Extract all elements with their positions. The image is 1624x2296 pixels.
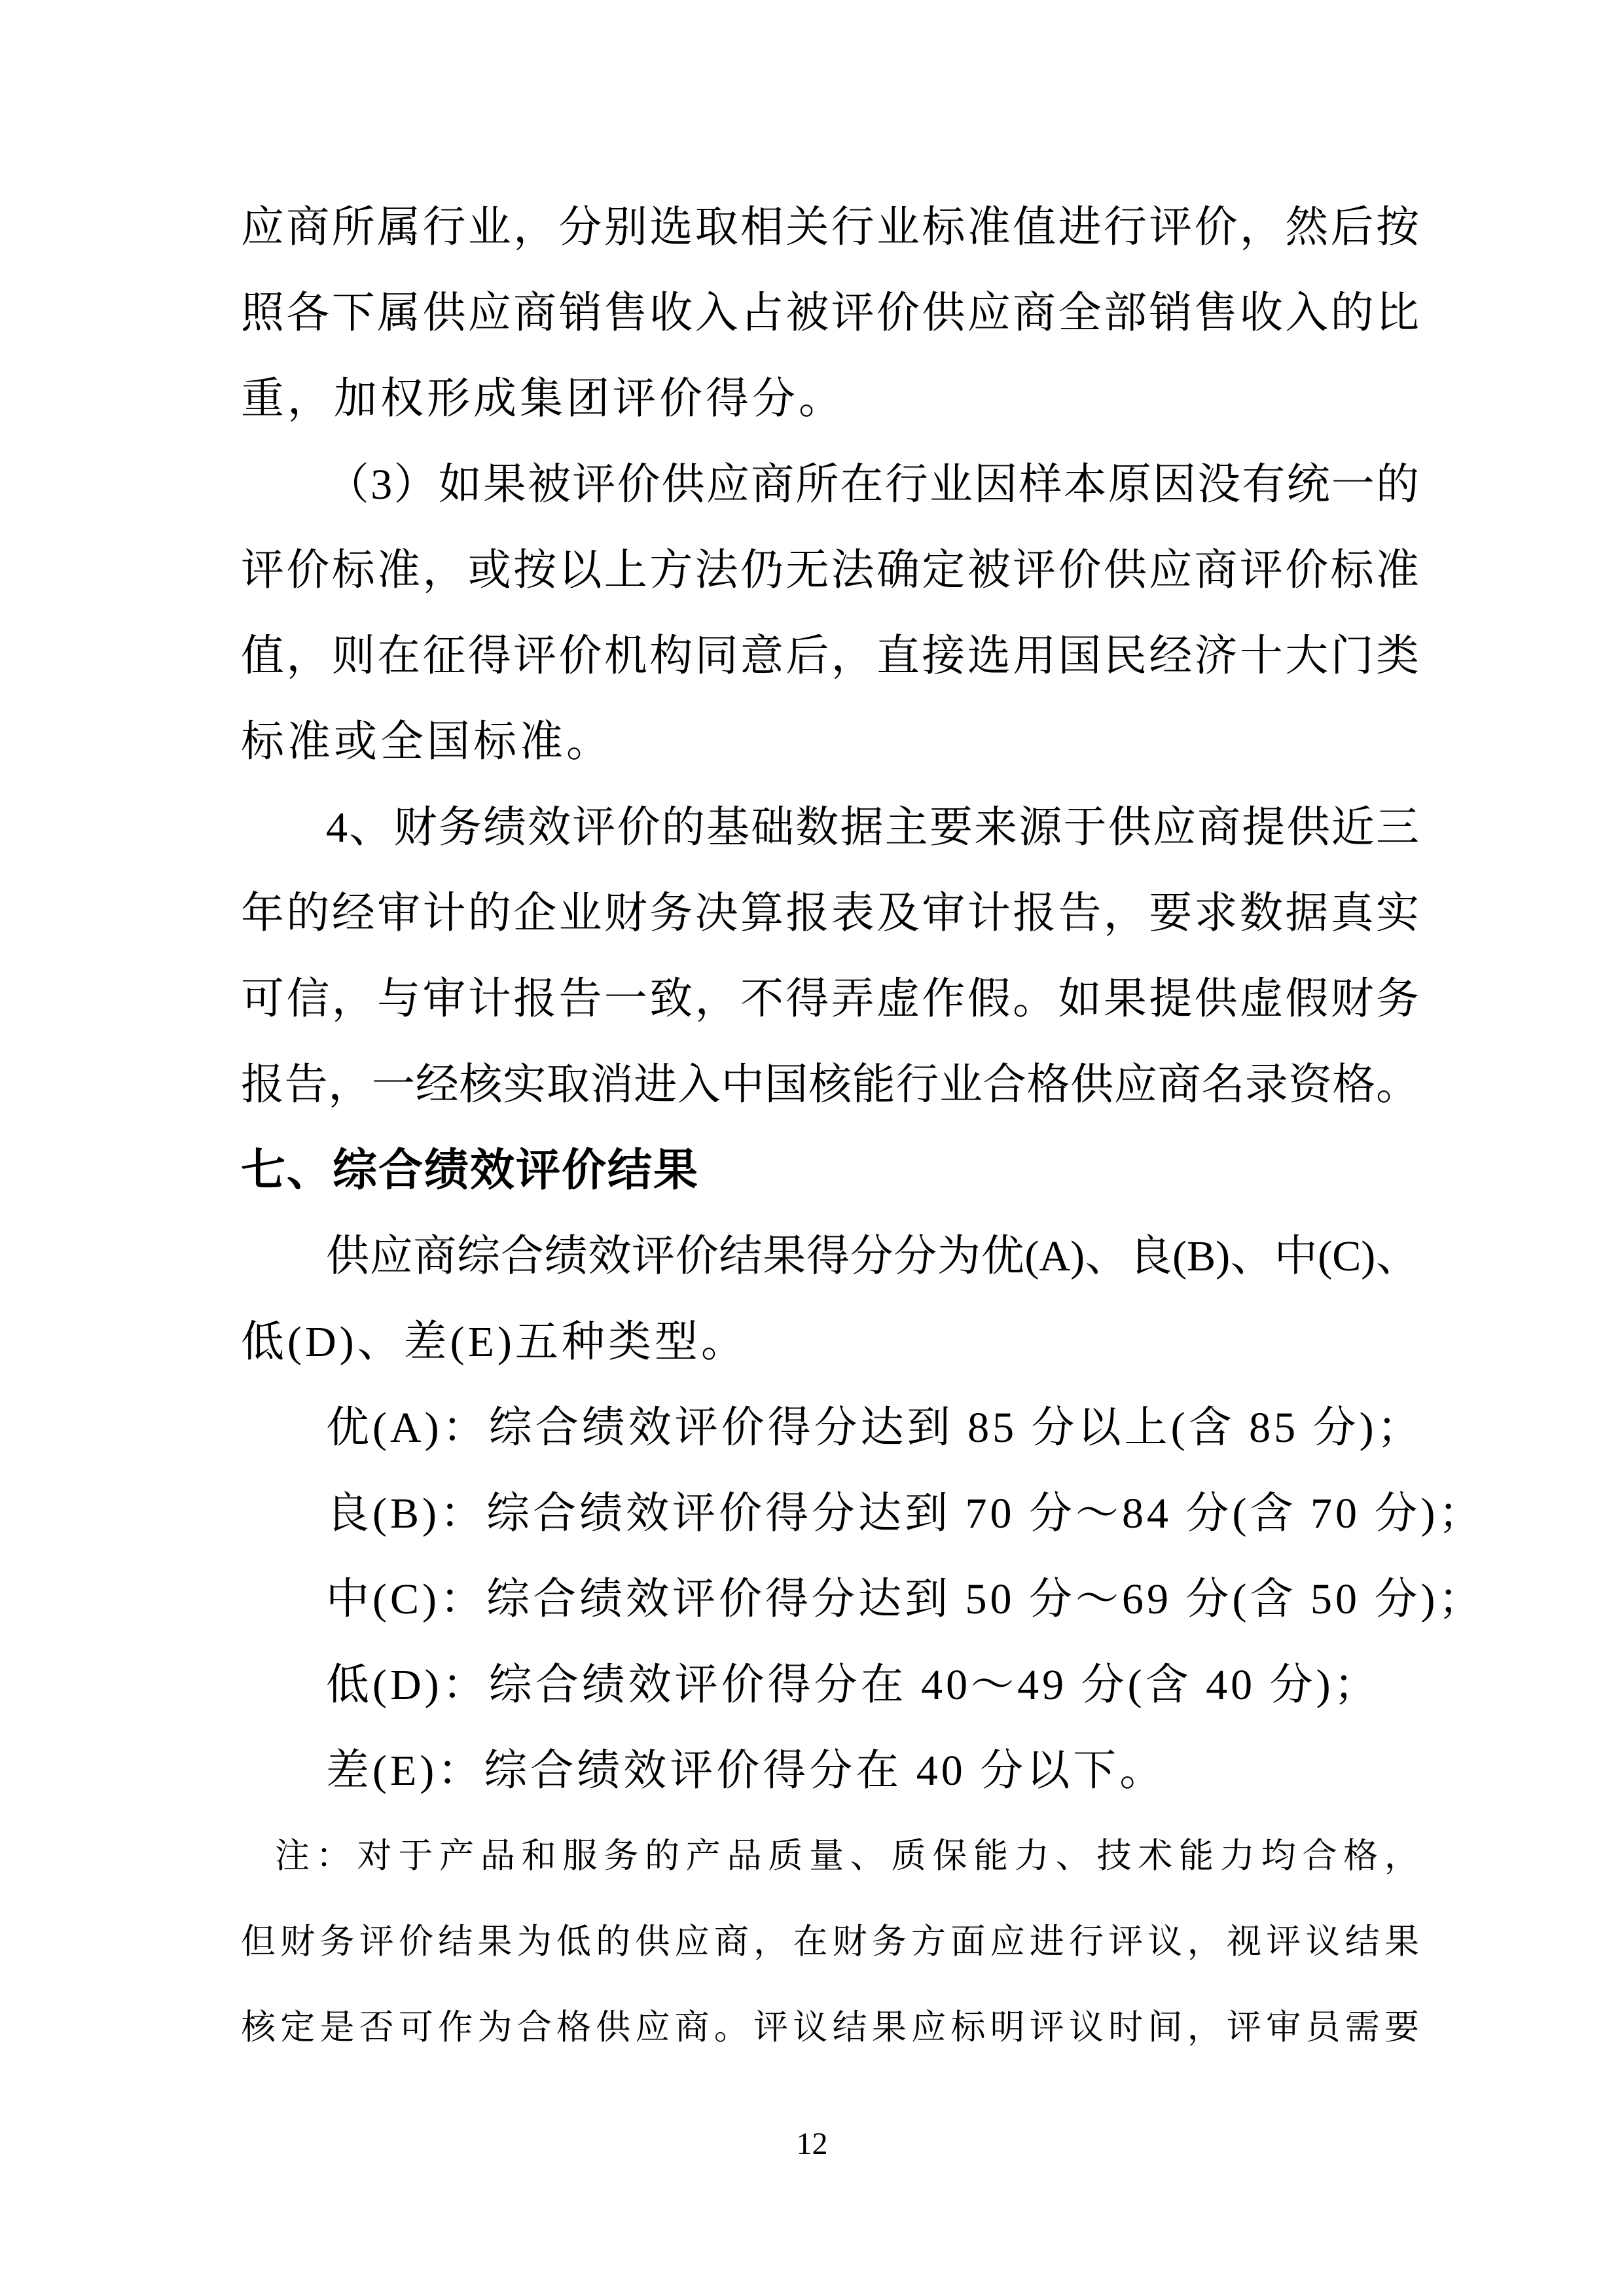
body-line: 可信，与审计报告一致，不得弄虚作假。如果提供虚假财务 xyxy=(241,975,1419,1023)
page-body xyxy=(241,185,1485,2071)
body-line: 报告，一经核实取消进入中国核能行业合格供应商名录资格。 xyxy=(241,1061,1419,1109)
body-line: 低(D)、差(E)五种类型。 xyxy=(241,1318,748,1366)
body-line: （3）如果被评价供应商所在行业因样本原因没有统一的 xyxy=(326,461,1419,509)
body-line: 评价标准，或按以上方法仍无法确定被评价供应商评价标准 xyxy=(241,547,1419,594)
grade-line-e: 差(E)：综合绩效评价得分在 40 分以下。 xyxy=(326,1747,1166,1795)
body-line: 4、财务绩效评价的基础数据主要来源于供应商提供近三 xyxy=(326,804,1419,852)
page-number: 12 xyxy=(796,2126,828,2161)
grade-line-d: 低(D)：综合绩效评价得分在 40～49 分(含 40 分)； xyxy=(326,1661,1380,1709)
grade-line-c: 中(C)：综合绩效评价得分达到 50 分～69 分(含 50 分)； xyxy=(326,1575,1485,1623)
body-line: 年的经审计的企业财务决算报表及审计报告，要求数据真实 xyxy=(241,889,1419,937)
grade-line-b: 良(B)：综合绩效评价得分达到 70 分～84 分(含 70 分)； xyxy=(326,1490,1485,1537)
body-line: 重，加权形成集团评价得分。 xyxy=(241,375,845,423)
note-line: 注：对于产品和服务的产品质量、质保能力、技术能力均合格， xyxy=(275,1837,1419,1875)
section-heading: 七、综合绩效评价结果 xyxy=(241,1145,700,1195)
body-line: 供应商综合绩效评价结果得分分为优(A)、良(B)、中(C)、 xyxy=(326,1232,1419,1280)
grade-line-a: 优(A)：综合绩效评价得分达到 85 分以上(含 85 分)； xyxy=(326,1404,1424,1452)
note-line: 核定是否可作为合格供应商。评议结果应标明评议时间，评审员需要 xyxy=(241,2009,1419,2047)
body-line: 值，则在征得评价机构同意后，直接选用国民经济十大门类 xyxy=(241,632,1419,680)
body-line: 应商所属行业，分别选取相关行业标准值进行评价，然后按 xyxy=(241,204,1419,251)
body-line: 标准或全国标准。 xyxy=(241,718,613,766)
body-line: 照各下属供应商销售收入占被评价供应商全部销售收入的比 xyxy=(241,289,1419,337)
note-line: 但财务评价结果为低的供应商，在财务方面应进行评议，视评议结果 xyxy=(241,1923,1419,1961)
